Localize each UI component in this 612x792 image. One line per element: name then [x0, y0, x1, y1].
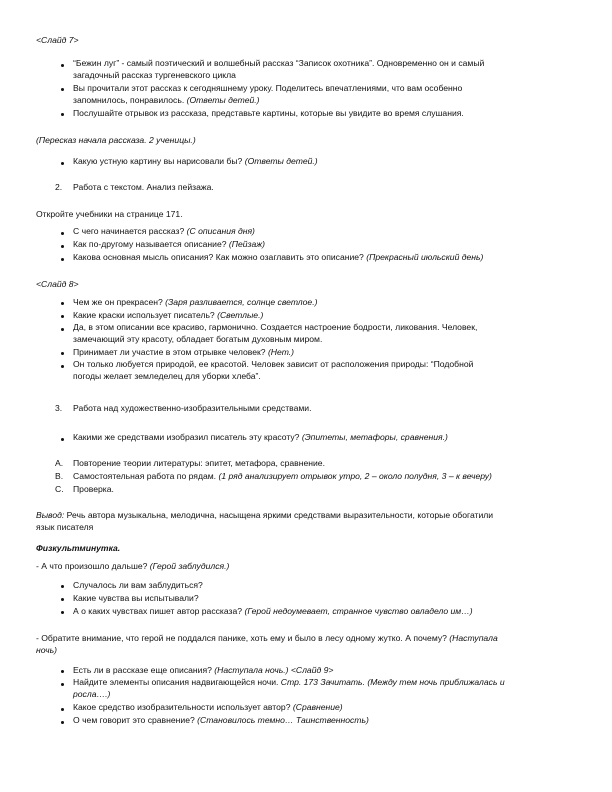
intro-bullet-1-line-2: загадочный рассказ тургеневского цикла: [73, 70, 236, 80]
letter-b-note: (1 ряд анализирует отрывок утро, 2 – около полудня, 3 – к вечеру): [218, 471, 492, 481]
retell-note: (Пересказ начала рассказа. 2 ученицы.): [36, 135, 196, 145]
bullet-icon: [61, 438, 64, 441]
intro-bullet-1-line-1: “Бежин луг” - самый поэтический и волшебный рассказ “Записок охотника”. Одновременно он и самый: [73, 58, 485, 68]
conclusion-text: Речь автора музыкальна, мелодична, насыщена яркими средствами выразительности, которые обогатили: [64, 510, 494, 520]
means-question-text: Какими же средствами изобразил писатель эту красоту?: [73, 432, 302, 442]
picture-question-answer: (Ответы детей.): [244, 156, 318, 166]
text-bullet-3-q: Какова основная мысль описания? Как можно озаглавить это описание?: [73, 252, 367, 262]
final-bullet-3-a: (Сравнение): [292, 702, 343, 712]
final-bullet-4-a: (Становилось темно… Таинственность): [197, 715, 369, 725]
text-bullet-1-q: С чего начинается рассказ?: [73, 226, 187, 236]
final-bullet-4-q: О чем говорит это сравнение?: [73, 715, 198, 725]
text-bullet-3-a: (Прекрасный июльский день): [366, 252, 484, 262]
picture-question: [73, 156, 318, 166]
text-bullet-2-a: (Пейзаж): [228, 239, 266, 249]
letter-b: B.: [55, 471, 64, 481]
attention-line-1: [36, 633, 498, 643]
letter-c-text: Проверка.: [73, 484, 114, 494]
bullet-icon: [61, 302, 64, 305]
slide-7-label: <Слайд 7>: [36, 35, 79, 45]
slide8-bullet-1: [73, 297, 317, 307]
conclusion-line-1: [36, 510, 493, 520]
bullet-icon: [61, 64, 64, 67]
picture-question-text: Какую устную картину вы нарисовали бы?: [73, 156, 245, 166]
conclusion-label: Вывод:: [36, 510, 65, 520]
text-bullet-3: [73, 252, 483, 262]
slide8-bullet-3-line-2: замечающий эту красоту, обладает богатым духовным миром.: [73, 334, 323, 344]
intro-bullet-3: Послушайте отрывок из рассказа, представьте картины, которые вы увидите во время слушания.: [73, 108, 464, 118]
slide-8-label: <Слайд 8>: [36, 279, 79, 289]
slide8-bullet-4-a: (Нет.): [267, 347, 294, 357]
next-question: [36, 561, 229, 571]
bullet-icon: [61, 598, 64, 601]
slide8-bullet-1-q: Чем же он прекрасен?: [73, 297, 166, 307]
bullet-icon: [61, 232, 64, 235]
bullet-icon: [61, 721, 64, 724]
bullet-icon: [61, 352, 64, 355]
intro-bullet-2-text: запомнилось, понравилось.: [73, 95, 187, 105]
bullet-icon: [61, 683, 64, 686]
bullet-icon: [61, 585, 64, 588]
bullet-icon: [61, 162, 64, 165]
bullet-icon: [61, 365, 64, 368]
final-bullet-3-q: Какое средство изобразительности использует автор?: [73, 702, 293, 712]
final-bullet-1: [73, 665, 333, 675]
item-2-number: 2.: [55, 182, 63, 192]
final-bullet-2-a: Стр. 173 Зачитать. (Между тем ночь приближалась и: [280, 677, 505, 687]
bullet-icon: [61, 245, 64, 248]
open-books: Откройте учебники на странице 171.: [36, 209, 183, 219]
bullet-icon: [61, 670, 64, 673]
text-bullet-2: [73, 239, 265, 249]
slide8-bullet-2-q: Какие краски использует писатель?: [73, 310, 218, 320]
attention-text: - Обратите внимание, что герой не поддался панике, хоть ему и было в лесу одному жутко. А почему?: [36, 633, 450, 643]
item-3-text: Работа над художественно-изобразительными средствами.: [73, 403, 312, 413]
bullet-icon: [61, 328, 64, 331]
slide8-bullet-4-q: Принимает ли участие в этом отрывке человек?: [73, 347, 268, 357]
intro-bullet-2-line-1: Вы прочитали этот рассказ к сегодняшнему уроку. Поделитесь впечатлениями, что вам особенно: [73, 83, 463, 93]
lost-bullet-3-a: (Герой недоумевает, странное чувство овладело им…): [244, 606, 473, 616]
slide8-bullet-2: [73, 310, 263, 320]
next-question-text: - А что произошло дальше?: [36, 561, 150, 571]
final-bullet-1-a: (Наступала ночь.) <Слайд 9>: [214, 665, 334, 675]
bullet-icon: [61, 315, 64, 318]
lost-bullet-3: [73, 606, 473, 616]
text-bullet-2-q: Как по-другому называется описание?: [73, 239, 229, 249]
final-bullet-2-q: Найдите элементы описания надвигающейся ночи.: [73, 677, 281, 687]
means-question-answer: (Эпитеты, метафоры, сравнения.): [301, 432, 448, 442]
bullet-icon: [61, 113, 64, 116]
final-bullet-1-q: Есть ли в рассказе еще описания?: [73, 665, 215, 675]
lost-bullet-1: Случалось ли вам заблудиться?: [73, 580, 203, 590]
slide8-bullet-5-line-1: Он только любуется природой, ее красотой. Человек зависит от расположения природы: “Подобной: [73, 359, 474, 369]
text-bullet-1-a: (С описания дня): [186, 226, 255, 236]
fizkult-heading: Физкультминутка.: [36, 543, 121, 553]
item-3-number: 3.: [55, 403, 63, 413]
final-bullet-2-line-2: росла….): [73, 689, 111, 699]
lost-bullet-3-q: А о каких чувствах пишет автор рассказа?: [73, 606, 245, 616]
slide8-bullet-3-line-1: Да, в этом описании все красиво, гармонично. Создается настроение бодрости, ликования. Человек,: [73, 322, 478, 332]
means-question: [73, 432, 448, 442]
attention-answer: (Наступала: [449, 633, 498, 643]
text-bullet-1: [73, 226, 255, 236]
letter-b-task: Самостоятельная работа по рядам.: [73, 471, 219, 481]
letter-c: C.: [55, 484, 64, 494]
slide8-bullet-5-line-2: погоды желает земледелец для уборки хлеба”.: [73, 371, 261, 381]
lost-bullet-2: Какие чувства вы испытывали?: [73, 593, 199, 603]
intro-bullet-2-answer: (Ответы детей.): [186, 95, 260, 105]
item-2-text: Работа с текстом. Анализ пейзажа.: [73, 182, 214, 192]
slide8-bullet-4: [73, 347, 294, 357]
next-question-answer: (Герой заблудился.): [149, 561, 230, 571]
final-bullet-3: [73, 702, 343, 712]
letter-a-text: Повторение теории литературы: эпитет, метафора, сравнение.: [73, 458, 325, 468]
letter-a: A.: [55, 458, 64, 468]
bullet-icon: [61, 611, 64, 614]
bullet-icon: [61, 258, 64, 261]
attention-line-2: ночь): [36, 645, 57, 655]
final-bullet-2-line-1: [73, 677, 505, 687]
final-bullet-4: [73, 715, 369, 725]
letter-b-text: [73, 471, 492, 481]
conclusion-line-2: язык писателя: [36, 522, 94, 532]
bullet-icon: [61, 708, 64, 711]
slide8-bullet-2-a: (Светлые.): [217, 310, 264, 320]
intro-bullet-2-line-2: [73, 95, 260, 105]
bullet-icon: [61, 88, 64, 91]
slide8-bullet-1-a: (Заря разливается, солнце светлое.): [165, 297, 318, 307]
